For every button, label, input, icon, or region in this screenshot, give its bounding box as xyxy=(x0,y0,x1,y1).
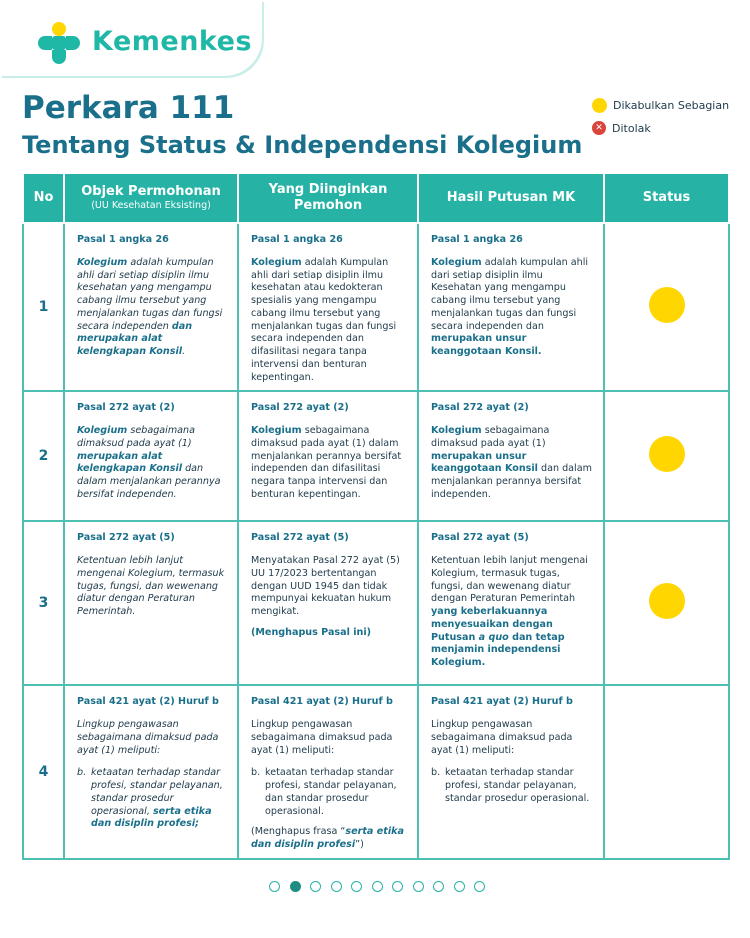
article-text xyxy=(77,425,227,502)
text-span: adalah Kumpulan ahli dari setiap disiplin ilmu kesehatan atau kedokteran spesialis yang mengampu cabang ilmu tersebut yang menjalankan tugas dan fungsi secara independen dan difasilitasi negara tanpa intervensi dan benturan kepentingan. xyxy=(251,256,397,383)
cell-hasil xyxy=(418,685,604,859)
header-diinginkan: Yang Diinginkan Pemohon xyxy=(238,173,418,223)
page-subtitle: Tentang Status & Independensi Kolegium xyxy=(22,131,583,159)
article-ref: Pasal 272 ayat (5) xyxy=(251,532,349,544)
text-span: . xyxy=(182,346,186,357)
article-text xyxy=(251,257,407,385)
cell-objek xyxy=(64,521,238,685)
term-bold: serta etika dan disiplin profesi; xyxy=(91,805,212,830)
text-span: ketaatan terhadap standar profesi, standar pelayanan, standar prosedur operasional, xyxy=(91,767,223,817)
table-header-row xyxy=(23,173,729,223)
article-ref: Pasal 421 ayat (2) Huruf b xyxy=(431,696,573,708)
text-span: adalah kumpulan ahli dari setiap disiplin ilmu kesehatan yang mengampu cabang ilmu tersebut yang menjalankan tugas dan fungsi secara independen xyxy=(77,256,223,332)
cell-diinginkan xyxy=(238,521,418,685)
article-text xyxy=(77,257,227,359)
article-text xyxy=(431,425,593,502)
text-span: ”) xyxy=(355,839,364,850)
list-marker: b. xyxy=(431,767,441,779)
term-bold: Kolegium xyxy=(77,256,128,268)
pagination-dot[interactable] xyxy=(372,881,383,892)
term-bold-italic: serta etika dan disiplin profesi xyxy=(251,826,404,850)
legend-label: Dikabulkan Sebagian xyxy=(613,98,730,112)
header-objek-label: Objek Permohonan xyxy=(81,183,221,199)
text-span: dan dalam menjalankan perannya bersifat independen. xyxy=(77,463,221,500)
legend xyxy=(592,97,729,143)
legend-item-dikabulkan xyxy=(592,97,729,113)
term-bold: dan tetap menjamin independensi Kolegium. xyxy=(431,631,565,668)
carousel-pagination xyxy=(269,881,495,892)
article-text xyxy=(431,555,593,670)
brand-name: Kemenkes xyxy=(92,26,253,57)
article-text: Lingkup pengawasan sebagaimana dimaksud pada ayat (1) meliputi: xyxy=(431,719,573,756)
kemenkes-logo-icon xyxy=(36,20,82,66)
text-span: sebagaimana dimaksud pada ayat (1) dalam menjalankan perannya bersifat independen dan difasilitasi negara tanpa intervensi dan benturan kepentingan. xyxy=(251,425,402,500)
pagination-dot[interactable] xyxy=(331,881,342,892)
legend-item-ditolak xyxy=(592,120,729,136)
article-ref: Pasal 421 ayat (2) Huruf b xyxy=(77,696,219,708)
removal-note xyxy=(251,627,407,640)
cell-diinginkan xyxy=(238,685,418,859)
term-bold: merupakan unsur keanggotaan Konsil. xyxy=(431,333,542,357)
article-text: Lingkup pengawasan sebagaimana dimaksud pada ayat (1) meliputi: xyxy=(251,719,393,756)
term-bold: Kolegium xyxy=(431,256,482,268)
cell-status xyxy=(604,391,729,521)
row-number: 4 xyxy=(23,685,64,859)
cell-objek xyxy=(64,223,238,391)
text-span: Ketentuan lebih lanjut mengenai Kolegium, termasuk tugas, fungsi, dan wewenang diatur dengan Peraturan Pemerintah xyxy=(431,555,588,605)
header-objek-sub: (UU Kesehatan Eksisting) xyxy=(91,200,211,212)
list-item xyxy=(77,767,227,831)
article-text: Menyatakan Pasal 272 ayat (5) UU 17/2023 bertentangan dengan UUD 1945 dan tidak mempunyai kekuatan hukum mengikat. xyxy=(251,555,400,617)
cell-status xyxy=(604,521,729,685)
article-text xyxy=(431,257,593,359)
article-ref: Pasal 272 ayat (5) xyxy=(77,532,175,544)
status-dikabulkan-dot-icon xyxy=(649,583,685,619)
cell-status xyxy=(604,685,729,859)
pagination-dot[interactable] xyxy=(413,881,424,892)
list-text xyxy=(91,767,227,831)
term-bold: Kolegium xyxy=(251,425,302,436)
text-span: (Menghapus frasa “ xyxy=(251,826,346,838)
list-text: ketaatan terhadap standar profesi, standar pelayanan, standar prosedur operasional. xyxy=(445,767,590,804)
header-no: No xyxy=(23,173,64,223)
term-bold: dan merupakan alat kelengkapan Konsil xyxy=(77,320,193,357)
cell-hasil xyxy=(418,223,604,391)
term-bold: Kolegium xyxy=(431,425,482,436)
text-span: adalah kumpulan ahli dari setiap disiplin ilmu Kesehatan yang mengampu cabang ilmu tersebut yang menjalankan tugas dan fungsi secara independen dan xyxy=(431,256,589,332)
header-status: Status xyxy=(604,173,729,223)
yellow-dot-icon xyxy=(592,98,607,113)
article-ref: Pasal 272 ayat (5) xyxy=(431,532,529,544)
ruling-table xyxy=(22,172,730,860)
pagination-dot[interactable] xyxy=(310,881,321,892)
cell-diinginkan xyxy=(238,223,418,391)
cell-status xyxy=(604,223,729,391)
list-item xyxy=(431,767,593,805)
cell-diinginkan xyxy=(238,391,418,521)
pagination-dot[interactable] xyxy=(351,881,362,892)
pagination-dot[interactable] xyxy=(474,881,485,892)
pagination-dot[interactable] xyxy=(392,881,403,892)
pagination-dot[interactable] xyxy=(269,881,280,892)
cell-hasil xyxy=(418,391,604,521)
row-number: 3 xyxy=(23,521,64,685)
list-text: ketaatan terhadap standar profesi, standar pelayanan, dan standar prosedur operasional. xyxy=(265,767,397,817)
header-hasil: Hasil Putusan MK xyxy=(418,173,604,223)
header-bar xyxy=(0,0,262,76)
table-row xyxy=(23,391,729,521)
article-text: Lingkup pengawasan sebagaimana dimaksud pada ayat (1) meliputi: xyxy=(77,719,219,756)
cell-objek xyxy=(64,685,238,859)
list-marker: b. xyxy=(77,767,87,779)
article-ref: Pasal 1 angka 26 xyxy=(251,234,343,245)
article-ref: Pasal 272 ayat (2) xyxy=(431,402,529,414)
term-bold: Kolegium xyxy=(251,256,302,268)
article-ref: Pasal 272 ayat (2) xyxy=(251,402,349,414)
cell-objek xyxy=(64,391,238,521)
legend-label: Ditolak xyxy=(612,121,651,135)
red-x-icon: ✕ xyxy=(592,121,606,135)
article-text: Ketentuan lebih lanjut mengenai Kolegium, termasuk tugas, fungsi, dan wewenang diatur dengan Peraturan Pemerintah. xyxy=(77,555,225,617)
term-bold: merupakan unsur keanggotaan Konsil xyxy=(431,450,538,475)
table-row xyxy=(23,223,729,391)
article-ref: Pasal 421 ayat (2) Huruf b xyxy=(251,696,393,708)
term-bold: merupakan alat kelengkapan Konsil xyxy=(77,450,183,475)
status-dikabulkan-dot-icon xyxy=(649,436,685,472)
text-span: sebagaimana dimaksud pada ayat (1) xyxy=(431,425,550,449)
header-objek xyxy=(64,173,238,223)
table-row xyxy=(23,521,729,685)
term-bold: Kolegium xyxy=(77,425,128,436)
cell-hasil xyxy=(418,521,604,685)
article-ref: Pasal 1 angka 26 xyxy=(431,234,523,245)
note-bold: (Menghapus Pasal ini) xyxy=(251,626,372,638)
term-bold: yang keberlakuannya menyesuaikan dengan Putusan xyxy=(431,606,553,643)
removal-note xyxy=(251,826,407,852)
text-span: sebagaimana dimaksud pada ayat (1) xyxy=(77,425,196,449)
article-ref: Pasal 272 ayat (2) xyxy=(77,402,175,414)
article-text xyxy=(251,425,407,502)
row-number: 1 xyxy=(23,223,64,391)
status-dikabulkan-dot-icon xyxy=(649,287,685,323)
list-marker: b. xyxy=(251,767,261,779)
text-span: dan dalam menjalankan perannya bersifat independen. xyxy=(431,463,592,500)
pagination-dot[interactable] xyxy=(433,881,444,892)
article-ref: Pasal 1 angka 26 xyxy=(77,234,169,245)
row-number: 2 xyxy=(23,391,64,521)
table-row xyxy=(23,685,729,859)
pagination-dot[interactable] xyxy=(290,881,301,892)
list-item xyxy=(251,767,407,818)
pagination-dot[interactable] xyxy=(454,881,465,892)
page-title: Perkara 111 xyxy=(22,90,235,126)
term-bold-italic: a quo xyxy=(478,631,509,643)
